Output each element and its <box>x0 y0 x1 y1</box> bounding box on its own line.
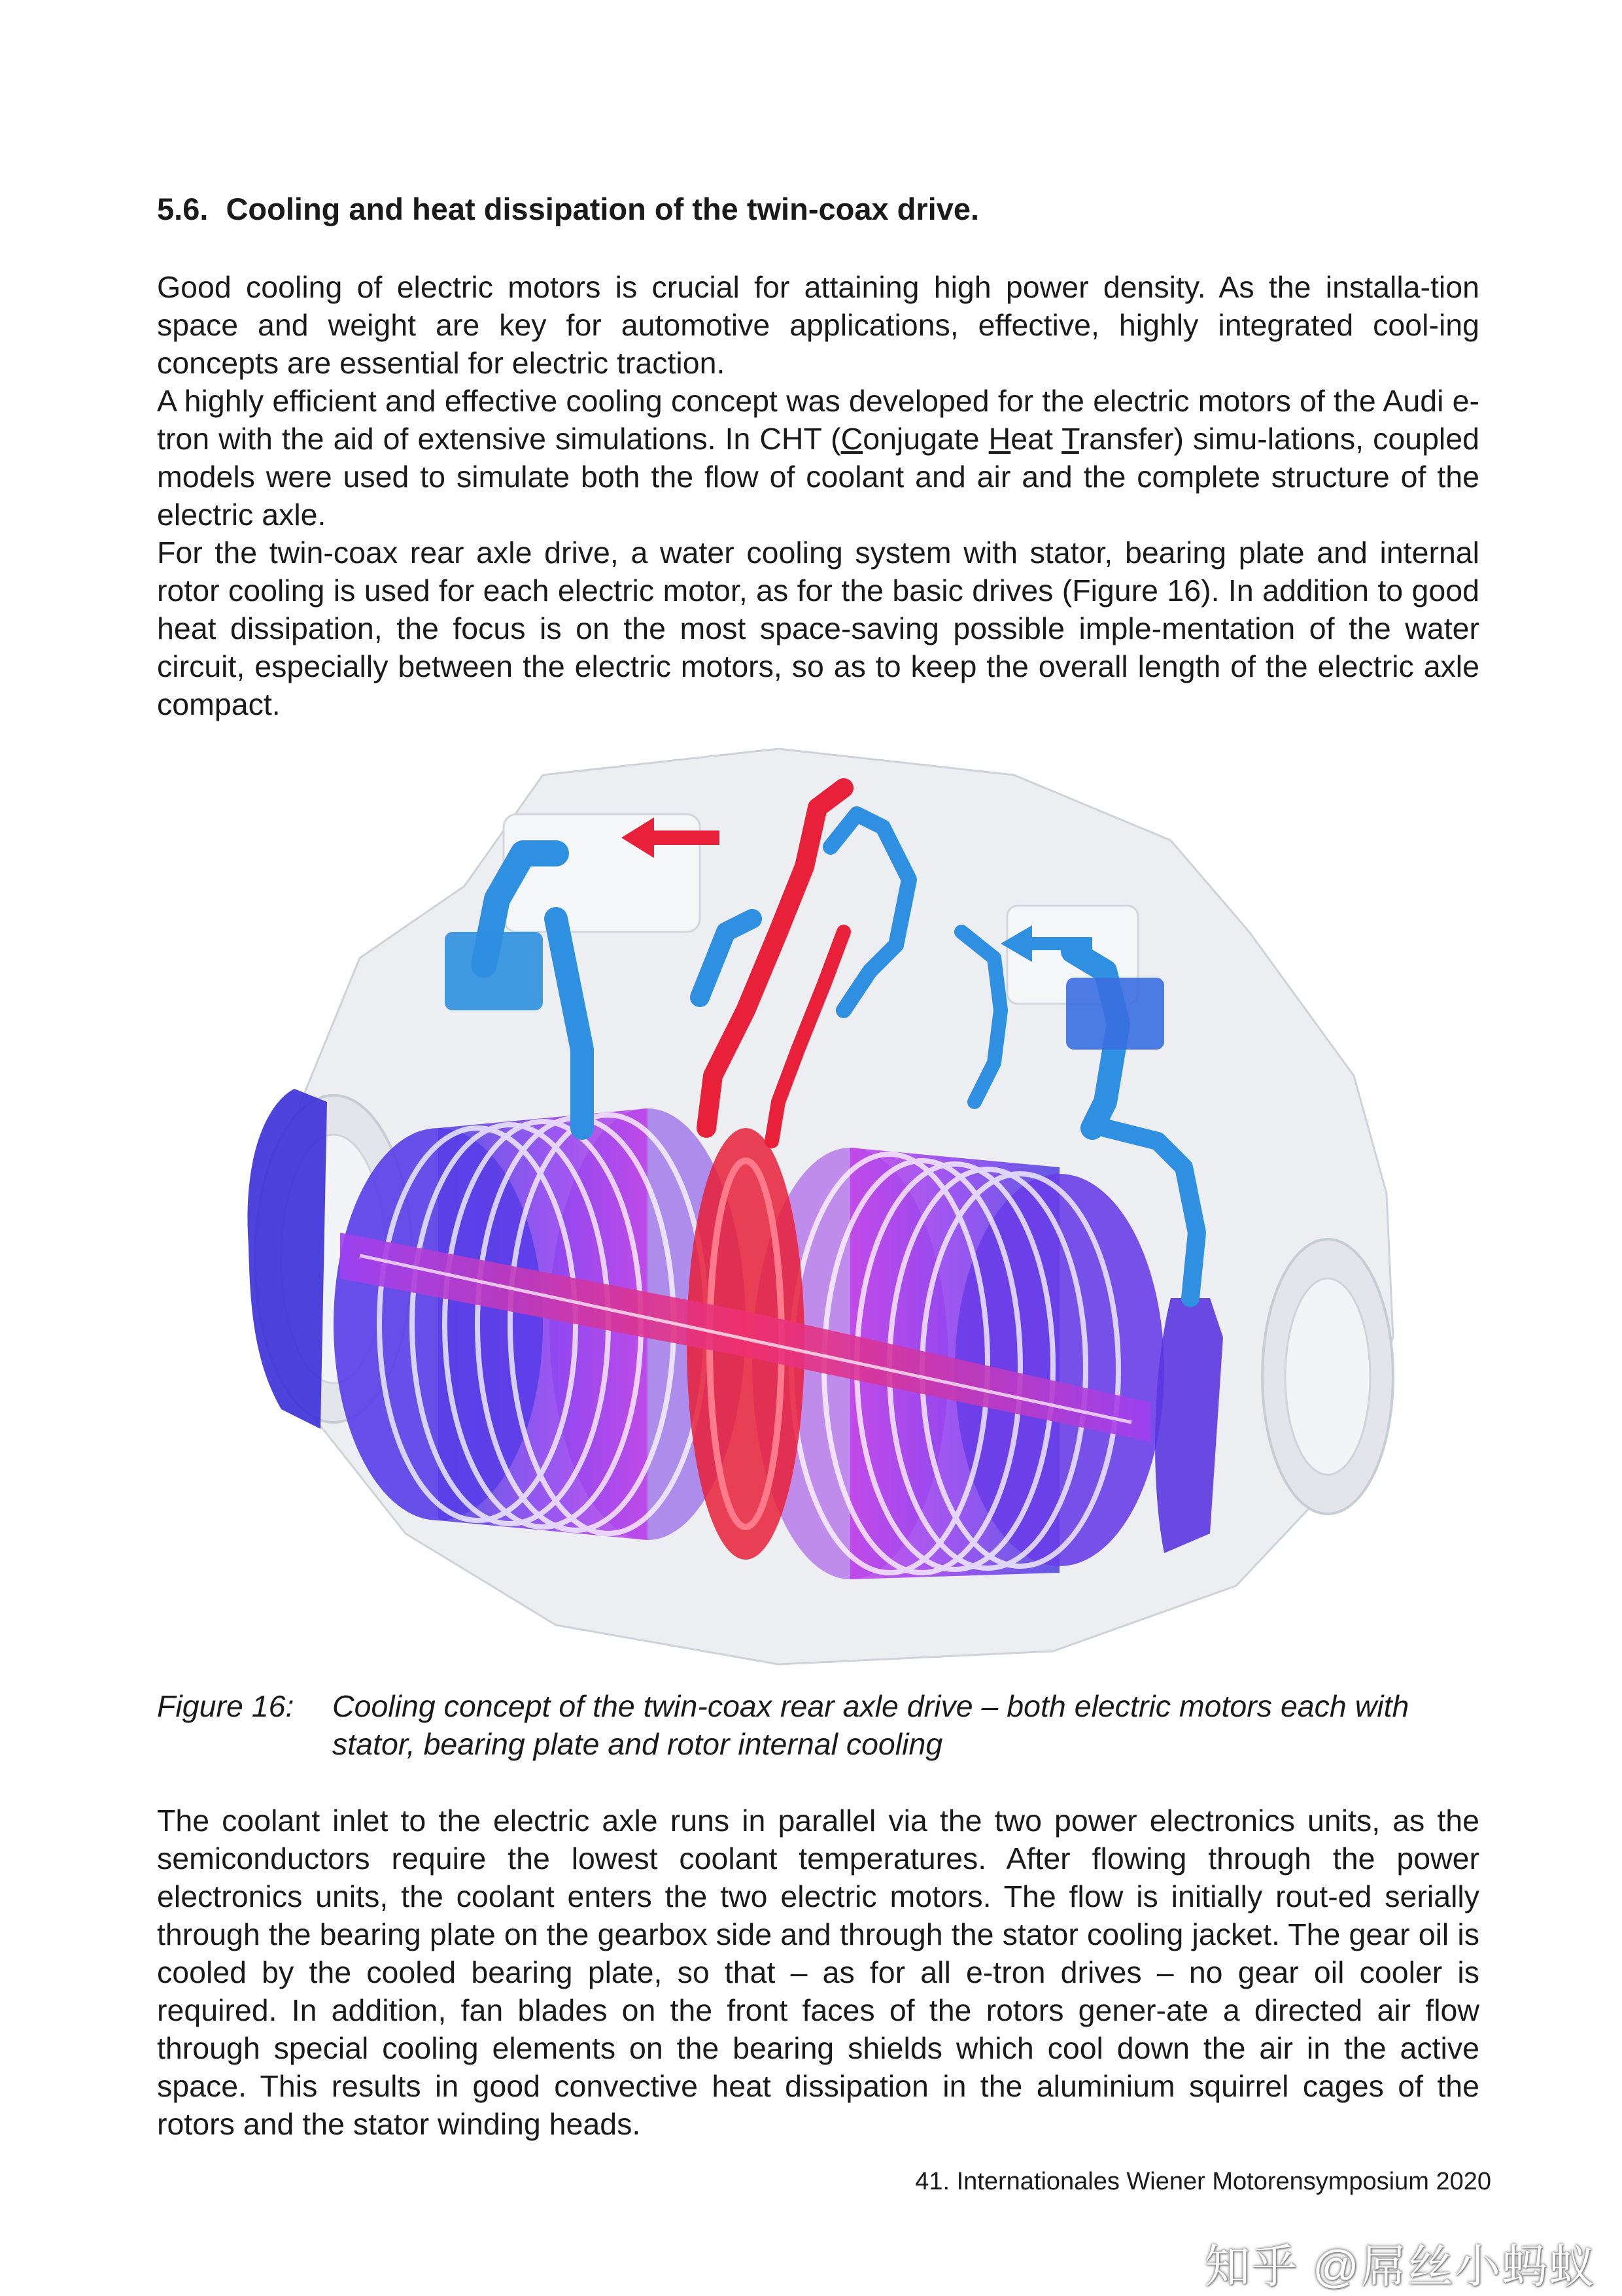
cht-t-letter: T <box>1061 422 1079 456</box>
power-electronics-right <box>1066 978 1164 1050</box>
cht-c-rest: onjugate <box>863 422 989 456</box>
power-electronics-left <box>445 932 543 1010</box>
cht-c-letter: C <box>840 422 863 456</box>
figure-illustration <box>190 736 1452 1671</box>
paragraph-2 <box>157 382 1479 534</box>
section-number: 5.6. <box>157 192 209 226</box>
paragraph-2-end: ) simu-lations, coupled models were used to simulate both the flow of coolant and air and the complete structure of the electric axle. <box>157 422 1479 532</box>
section-title: Cooling and heat dissipation of the twin-coax drive. <box>226 192 980 226</box>
cht-h-letter: H <box>988 422 1011 456</box>
intro-text <box>157 268 1479 723</box>
cht-t-rest: ransfer <box>1078 422 1174 456</box>
watermark: 知乎 @屌丝小蚂蚁 <box>1204 2241 1596 2292</box>
closing-paragraph: The coolant inlet to the electric axle runs in parallel via the two power electronics units, as the semiconductors require the lowest coolant temperatures. After flowing through the power electronics units, the coolant enters the two electric motors. The flow is initially rout-ed serially through the bearing plate on the gearbox side and through the stator cooling jacket. The gear oil is cooled by the cooled bearing plate, so that – as for all e-tron drives – no gear oil cooler is required. In addition, fan blades on the front faces of the rotors gener-ate a directed air flow through special cooling elements on the bearing shields which cool down the air in the active space. This results in good convective heat dissipation in the aluminium squirrel cages of the rotors and the stator winding heads. <box>157 1804 1479 2141</box>
page-footer: 41. Internationales Wiener Motorensymposium 2020 <box>915 2168 1491 2195</box>
cooling-diagram <box>190 736 1452 1671</box>
paragraph-3: For the twin-coax rear axle drive, a water cooling system with stator, bearing plate and internal rotor cooling is used for each electric motor, as for the basic drives (Figure 16). In addition to good heat dissipation, the focus is on the most space-saving possible imple-mentation of the water circuit, especially between the electric motors, so as to keep the overall length of the electric axle compact. <box>157 536 1479 721</box>
paragraph-1: Good cooling of electric motors is crucial for attaining high power density. As the installa-tion space and weight are key for automotive applications, effective, highly integrated cool-ing concepts are essential for electric traction. <box>157 270 1479 380</box>
paragraph-2-start: A highly efficient and effective cooling concept was developed for the electric motors of the Audi e-tron with the aid of extensive simulations. In CHT ( <box>157 384 1479 456</box>
figure-caption <box>157 1687 1478 1763</box>
figure-caption-text: Cooling concept of the twin-coax rear axle drive – both electric motors each with stator, bearing plate and rotor internal cooling <box>332 1689 1409 1761</box>
cht-h-rest: eat <box>1010 422 1062 456</box>
figure-label: Figure 16: <box>157 1689 294 1723</box>
section-heading <box>157 190 1472 229</box>
left-end-cover <box>247 1089 327 1429</box>
